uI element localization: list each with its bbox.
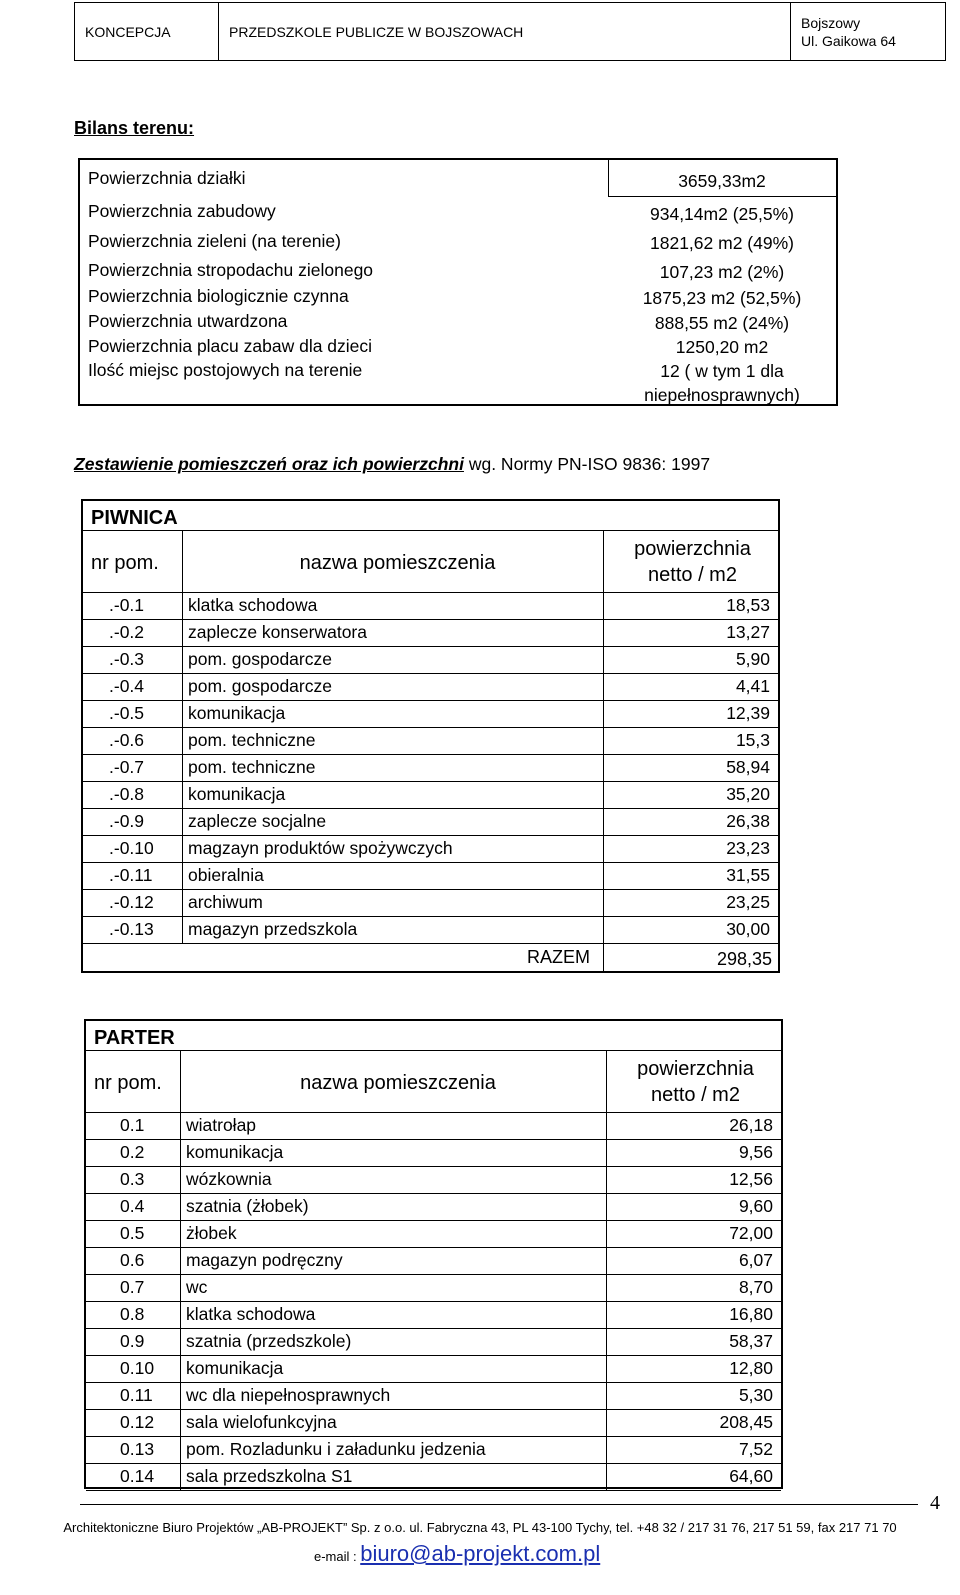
room-area: 12,39 <box>726 703 770 723</box>
bilans-value: 1250,20 m2 <box>675 337 769 357</box>
column-header-area: powierzchnia <box>637 1058 754 1080</box>
table-row <box>83 646 778 673</box>
column-header-area-unit: netto / m2 <box>651 1084 740 1106</box>
room-number: 0.4 <box>120 1196 145 1216</box>
footer-email-label: e-mail : <box>314 1549 361 1564</box>
table-row <box>83 781 778 808</box>
table-row <box>86 1166 781 1193</box>
footer-email <box>314 1541 600 1567</box>
room-name: pom. Rozladunku i załadunku jedzenia <box>186 1439 486 1459</box>
bilans-value: 12 ( w tym 1 dla <box>660 361 784 381</box>
room-name: wózkownia <box>186 1169 272 1189</box>
table-row <box>86 1139 781 1166</box>
room-area: 15,3 <box>735 730 770 750</box>
room-number: 0.6 <box>120 1250 145 1270</box>
room-number: 0.5 <box>120 1223 145 1243</box>
footer-email-link[interactable]: biuro@ab-projekt.com.pl <box>360 1541 601 1566</box>
room-name: archiwum <box>188 892 263 912</box>
room-number: .-0.4 <box>109 676 145 696</box>
room-area: 23,25 <box>726 892 770 912</box>
table-row <box>86 1355 781 1382</box>
room-area: 5,90 <box>735 649 770 669</box>
room-number: 0.13 <box>120 1439 155 1459</box>
column-header-nr: nr pom. <box>91 552 159 574</box>
room-name: komunikacja <box>188 703 286 723</box>
room-number: 0.3 <box>120 1169 145 1189</box>
row-divider <box>86 1490 781 1491</box>
room-area: 58,37 <box>729 1331 773 1351</box>
room-number: .-0.3 <box>109 649 145 669</box>
room-name: zaplecze konserwatora <box>188 622 367 642</box>
room-area: 72,00 <box>729 1223 773 1243</box>
header-project: PRZEDSZKOLE PUBLICZE W BOJSZOWACH <box>219 3 791 60</box>
bilans-label: Powierzchnia działki <box>88 168 246 188</box>
room-number: .-0.13 <box>109 919 154 939</box>
room-name: pom. techniczne <box>188 730 316 750</box>
total-row <box>83 943 778 975</box>
table-row <box>83 862 778 889</box>
room-name: zaplecze socjalne <box>188 811 327 831</box>
rooms-summary-heading-title: Zestawienie pomieszczeń oraz ich powierzchni <box>74 454 464 474</box>
room-number: .-0.7 <box>109 757 145 777</box>
table-row <box>83 592 778 619</box>
bilans-table <box>78 158 838 406</box>
table-row <box>86 1220 781 1247</box>
level-title-divider <box>83 530 778 531</box>
total-label: RAZEM <box>527 947 590 967</box>
room-number: .-0.5 <box>109 703 145 723</box>
table-row <box>83 889 778 916</box>
room-area: 12,56 <box>729 1169 773 1189</box>
table-row <box>86 1193 781 1220</box>
table-row <box>83 700 778 727</box>
ground-floor-rooms-table <box>84 1019 783 1489</box>
column-header-nr: nr pom. <box>94 1072 162 1094</box>
room-name: magazyn podręczny <box>186 1250 343 1270</box>
room-number: 0.2 <box>120 1142 145 1162</box>
table-row <box>83 619 778 646</box>
level-title: PIWNICA <box>91 507 178 529</box>
room-number: .-0.2 <box>109 622 145 642</box>
column-header-area: powierzchnia <box>634 538 751 560</box>
room-number: .-0.11 <box>109 865 153 885</box>
table-row <box>86 1382 781 1409</box>
room-name: szatnia (żłobek) <box>186 1196 309 1216</box>
room-area: 8,70 <box>738 1277 773 1297</box>
room-area: 30,00 <box>726 919 770 939</box>
room-area: 35,20 <box>726 784 770 804</box>
room-number: .-0.8 <box>109 784 145 804</box>
header-location-street: Ul. Gaikowa 64 <box>801 32 896 49</box>
room-name: wiatrołap <box>186 1115 257 1135</box>
footer-company: Architektoniczne Biuro Projektów „AB-PROJEKT” Sp. z o.o. ul. Fabryczna 43, PL 43-100 Tychy, tel. +48 32 / 217 31 76, 217 51 59, fax 217 71 70 <box>63 1520 897 1535</box>
bilans-label: Powierzchnia biologicznie czynna <box>88 286 349 306</box>
table-row <box>86 1328 781 1355</box>
room-number: .-0.12 <box>109 892 154 912</box>
total-divider <box>603 943 604 973</box>
room-name: komunikacja <box>186 1358 284 1378</box>
room-area: 12,80 <box>729 1358 773 1378</box>
bilans-value: 888,55 m2 (24%) <box>654 313 790 333</box>
room-area: 16,80 <box>729 1304 773 1324</box>
bilans-value: 107,23 m2 (2%) <box>659 262 785 282</box>
room-area: 31,55 <box>726 865 770 885</box>
room-number: .-0.9 <box>109 811 145 831</box>
level-title: PARTER <box>94 1027 175 1049</box>
room-name: wc <box>186 1277 208 1297</box>
table-row <box>83 727 778 754</box>
table-row <box>83 754 778 781</box>
bilans-value-separator <box>608 196 838 197</box>
room-number: 0.11 <box>120 1385 153 1405</box>
table-row <box>83 808 778 835</box>
bilans-label: Powierzchnia stropodachu zielonego <box>88 260 374 280</box>
room-name: szatnia (przedszkole) <box>186 1331 352 1351</box>
bilans-value: 1875,23 m2 (52,5%) <box>642 288 802 308</box>
bilans-title: Bilans terenu: <box>74 118 195 138</box>
room-number: 0.1 <box>120 1115 145 1135</box>
table-row <box>86 1409 781 1436</box>
room-name: pom. gospodarcze <box>188 676 332 696</box>
room-area: 23,23 <box>726 838 770 858</box>
room-number: 0.9 <box>120 1331 145 1351</box>
bilans-label: Ilość miejsc postojowych na terenie <box>88 360 363 380</box>
room-area: 6,07 <box>738 1250 773 1270</box>
room-name: pom. gospodarcze <box>188 649 332 669</box>
room-name: komunikacja <box>186 1142 284 1162</box>
room-name: sala wielofunkcyjna <box>186 1412 337 1432</box>
basement-rooms-table <box>81 499 780 973</box>
rooms-summary-heading-norm: wg. Normy PN-ISO 9836: 1997 <box>463 454 711 474</box>
header-location <box>791 3 945 60</box>
table-row <box>83 916 778 943</box>
header-concept: KONCEPCJA <box>75 3 219 60</box>
page-header <box>74 2 946 61</box>
total-value: 298,35 <box>716 949 772 969</box>
column-header-area-unit: netto / m2 <box>648 564 737 586</box>
table-row <box>86 1274 781 1301</box>
room-area: 26,38 <box>726 811 770 831</box>
column-header-name: nazwa pomieszczenia <box>300 1072 496 1094</box>
bilans-label: Powierzchnia zieleni (na terenie) <box>88 231 341 251</box>
room-area: 9,56 <box>738 1142 773 1162</box>
room-number: .-0.10 <box>109 838 154 858</box>
bilans-label: Powierzchnia placu zabaw dla dzieci <box>88 336 373 356</box>
room-number: 0.8 <box>120 1304 145 1324</box>
room-number: 0.7 <box>120 1277 145 1297</box>
room-area: 13,27 <box>726 622 770 642</box>
room-area: 64,60 <box>729 1466 773 1486</box>
level-title-divider <box>86 1050 781 1051</box>
room-area: 18,53 <box>726 595 770 615</box>
room-area: 26,18 <box>729 1115 773 1135</box>
room-name: żłobek <box>186 1223 237 1243</box>
bilans-value-cont: niepełnosprawnych) <box>644 385 800 405</box>
table-row <box>83 673 778 700</box>
table-row <box>86 1463 781 1490</box>
room-name: magzayn produktów spożywczych <box>188 838 453 858</box>
room-area: 9,60 <box>738 1196 773 1216</box>
room-number: 0.14 <box>120 1466 155 1486</box>
room-number: 0.12 <box>120 1412 155 1432</box>
room-number: .-0.6 <box>109 730 145 750</box>
room-number: .-0.1 <box>109 595 145 615</box>
room-area: 5,30 <box>738 1385 773 1405</box>
bilans-value: 1821,62 m2 (49%) <box>650 233 794 253</box>
room-name: pom. techniczne <box>188 757 316 777</box>
table-row <box>86 1301 781 1328</box>
room-name: klatka schodowa <box>186 1304 316 1324</box>
bilans-value: 3659,33m2 <box>678 171 766 191</box>
room-name: magazyn przedszkola <box>188 919 358 939</box>
column-header-name: nazwa pomieszczenia <box>299 552 496 574</box>
room-area: 58,94 <box>726 757 770 777</box>
room-number: 0.10 <box>120 1358 155 1378</box>
table-row <box>86 1247 781 1274</box>
footer-divider <box>80 1504 918 1505</box>
room-name: klatka schodowa <box>188 595 318 615</box>
table-row <box>83 835 778 862</box>
room-area: 7,52 <box>738 1439 773 1459</box>
page-number: 4 <box>930 1492 940 1514</box>
room-name: wc dla niepełnosprawnych <box>186 1385 391 1405</box>
bilans-label: Powierzchnia zabudowy <box>88 201 276 221</box>
room-name: komunikacja <box>188 784 286 804</box>
bilans-label: Powierzchnia utwardzona <box>88 311 288 331</box>
room-area: 4,41 <box>735 676 770 696</box>
room-name: obieralnia <box>188 865 264 885</box>
table-row <box>86 1436 781 1463</box>
bilans-value: 934,14m2 (25,5%) <box>650 204 794 224</box>
room-area: 208,45 <box>719 1412 773 1432</box>
room-name: sala przedszkolna S1 <box>186 1466 353 1486</box>
header-location-city: Bojszowy <box>801 14 861 31</box>
rooms-summary-heading <box>74 454 710 475</box>
table-row <box>86 1112 781 1139</box>
